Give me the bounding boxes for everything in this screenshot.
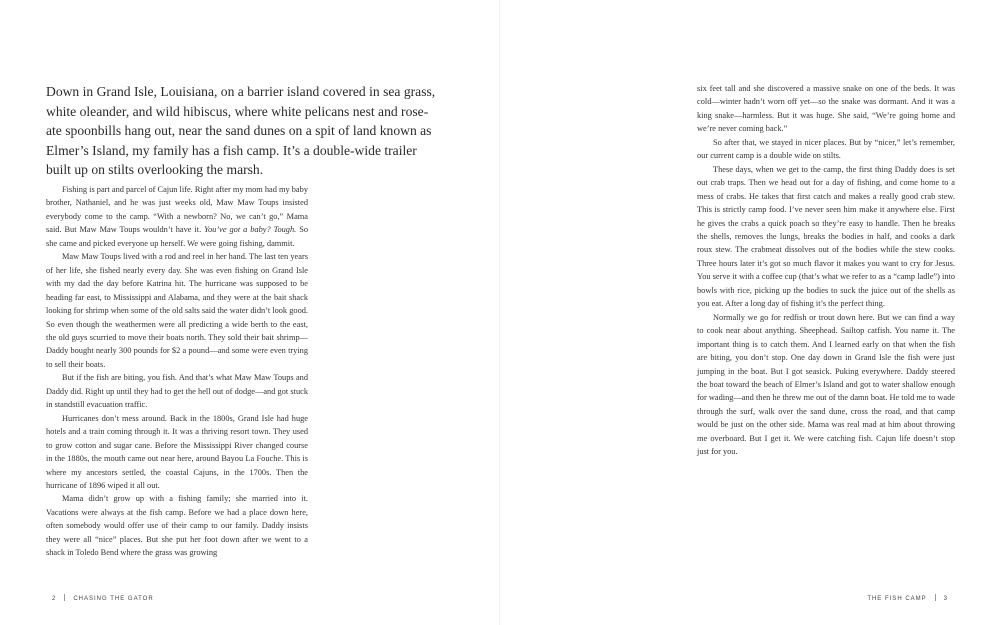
paragraph: Hurricanes don’t mess around. Back in the 1800s, Grand Isle had huge hotels and a train coming through it. It was a thriving resort town. They used to grow cotton and sugar cane. Before the Mississippi River changed course in the 1880s, the mouth came out near here, around Bayou La Fouche. This is where my ancestors settled, the coastal Cajuns, in the 1700s. Then the hurricane of 1896 wiped it all out.	[46, 413, 308, 490]
paragraph: six feet tall and she discovered a massive snake on one of the beds. It was cold—winter hadn’t worn off yet—so the snake was dormant. And it was a king snake—harmless. But it was huge. She said, “We’re going home and we’re never coming back.”	[697, 84, 955, 134]
footer-divider	[64, 594, 65, 601]
footer-divider	[935, 594, 936, 601]
paragraph: These days, when we get to the camp, the first thing Daddy does is set out crab traps. Then we head out for a day of fishing, and come home to a mess of crabs. He takes that first catch and makes a really good crab stew. This is strictly camp food. I’ve never seen him make it anywhere else. First he gives the crabs a quick poach so they’re easy to handle. Then he breaks the shells, removes the lungs, breaks the bodies in half, and cooks a dark roux stew. The crabmeat dissolves out of the bodies while the stew cooks. Three hours later it’s got so much flavor it makes you want to cry for Jesus. You serve it with a coffee cup (that’s what we refer to as a “camp ladle”) into bowls with rice, picking up the bodies to suck the juice out of the shells as you eat. After a long day of fishing it’s the perfect thing.	[697, 164, 955, 309]
page-number: 2	[52, 596, 57, 602]
right-footer	[861, 594, 954, 602]
paragraph: So after that, we stayed in nicer places. But by “nicer,” let’s remember, our current camp is a double wide on stilts.	[697, 137, 955, 161]
left-body-column	[46, 183, 308, 560]
left-footer	[46, 594, 160, 602]
chapter-intro: Down in Grand Isle, Louisiana, on a barrier island covered in sea grass, white oleander, and wild hibiscus, where white pelicans nest and rose-ate spoonbills hang out, near the sand dunes on a spit of land known as Elmer’s Island, my family has a fish camp. It’s a double-wide trailer built up on stilts overlooking the marsh.	[46, 84, 436, 178]
paragraph: Normally we go for redfish or trout down here. But we can find a way to cook near about anything. Sheephead. Sailtop catfish. You name it. The important thing is to catch them. And I learned early on that when the fish are biting, you don’t stop. One day down in Grand Isle the fish were just jumping in the boat. But I got seasick. Puking everywhere. Daddy steered the boat toward the beach of Elmer’s Island and got to water shallow enough for wading—and then he threw me out of the damn boat. He told me to wade through the surf, walk over the sand dune, cross the road, and that camp would be just on the other side. Mama was real mad at him about throwing me overboard. But I get it. We were catching fish. Cajun life doesn’t stop just for you.	[697, 312, 955, 457]
paragraph: Mama didn’t grow up with a fishing family; she married into it. Vacations were always at the fish camp. Before we had a place down here, often somebody would offer use of their camp to our family. Daddy insists they were all “nice” places. But she put her foot down after we went to a shack in Toledo Bend where the grass was growing	[46, 494, 308, 558]
paragraph-text: Fishing is part and parcel of Cajun life. Right after my mom had my baby brother, Nathaniel, and he was just weeks old, Maw Maw Toups insisted everybody come to the camp. “With a newborn? No, we can’t go,” Mama said. But Maw Maw Toups wouldn’t have it.	[46, 185, 308, 235]
paragraph	[46, 183, 308, 250]
running-title: THE FISH CAMP	[867, 596, 927, 602]
right-body-column	[697, 82, 955, 459]
right-page	[500, 0, 1000, 625]
emphasis-text: You’ve got a baby? Tough.	[204, 225, 297, 235]
running-title: CHASING THE GATOR	[73, 596, 154, 602]
paragraph: Maw Maw Toups lived with a rod and reel in her hand. The last ten years of her life, she fished nearly every day. She was even fishing on Grand Isle with my dad the day before Katrina hit. The hurricane was supposed to be heading far east, to Mississippi and Alabama, and they were at the bait shack looking for shrimp when some of the old salts said the water didn’t look good. So even though the weathermen were all predicting a wide berth to the east, the old guys scurried to move their boats north. They sold their bait shrimp—Daddy bought nearly 300 pounds for $2 a pound—and some were even trying to sell their boats.	[46, 252, 308, 369]
page-number: 3	[943, 596, 948, 602]
paragraph: But if the fish are biting, you fish. And that’s what Maw Maw Toups and Daddy did. Right up until they had to get the hell out of dodge—and got stuck in standstill evacuation traffic.	[46, 373, 308, 410]
paragraph-text: So she came and picked everyone up herself. We were going fishing, dammit.	[46, 225, 309, 248]
